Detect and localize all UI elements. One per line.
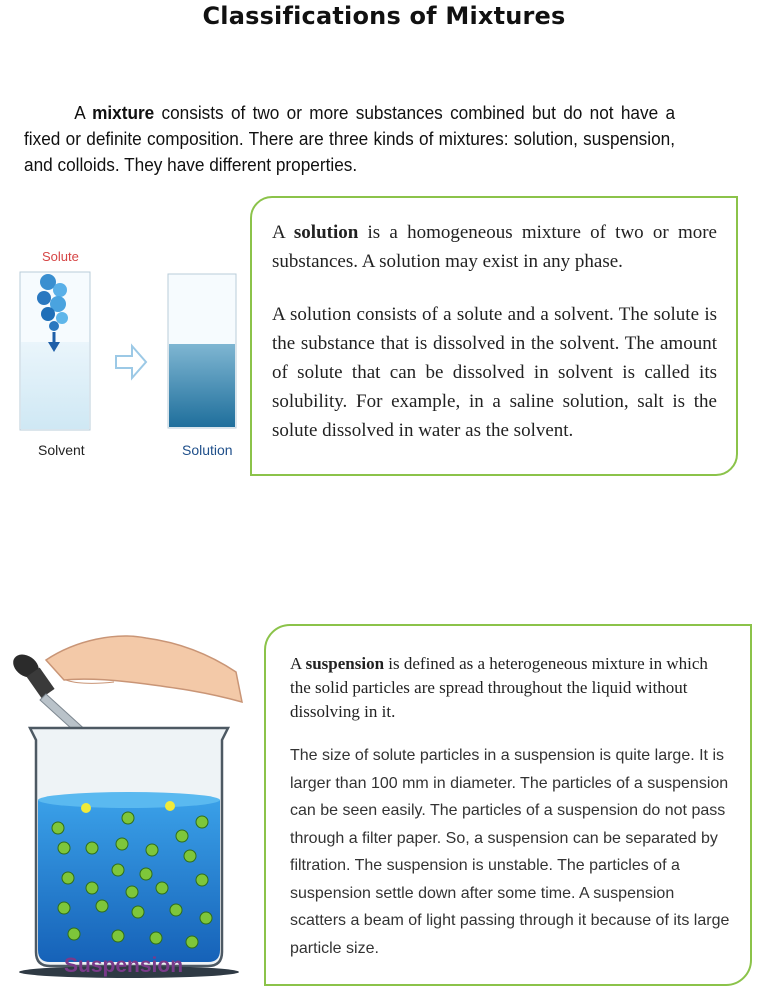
solution-definition: A solution is a homogeneous mixture of two or more substances. A solution may exist in any phase. [272,222,717,272]
intro-before: A [74,102,85,123]
hand-graphic [46,636,242,702]
solute-label: Solute [42,249,79,264]
suspension-beaker-graphic [6,622,246,986]
intro-paragraph [24,100,675,178]
solution-label: Solution [182,442,233,458]
solution-explanation: A solution consists of a solute and a solvent. The solute is the substance that is dissolved in the solvent. The amount of solute that can be dissolved in solvent is called its solubility. For example, in a saline solution, salt is the solute dissolved in water as the solvent. [272,304,717,441]
suspension-term: suspension [305,654,385,673]
suspension-explanation: The size of solute particles in a suspension is quite large. It is larger than 100 mm in diameter. The particles of a suspension can be seen easily. The particles of a suspension do not pass through a filter paper. So, a suspension can be separated by filtration. The suspension is unstable. The particles of a suspension settle down after some time. A suspension scatters a beam of light passing through it because of its large particle size. [290,747,730,957]
solution-definition-box [250,196,738,476]
arrow-right-icon [116,346,146,378]
suspension-label: Suspension [64,954,184,977]
suspension-illustration [6,622,246,986]
solution-beakers-graphic [18,246,242,462]
page-title: Classifications of Mixtures [202,2,566,30]
solution-term: solution [293,222,359,243]
suspension-definition: A suspension is defined as a heterogeneous mixture in which the solid particles are spread throughout the liquid without dissolving in it. [290,654,708,721]
solvent-label: Solvent [38,442,85,458]
solution-illustration [18,246,242,462]
intro-bold-term: mixture [92,102,155,123]
suspension-definition-box [264,624,752,986]
intro-text: consists of two or more substances combined but do not have a fixed or definite composition. There are three kinds of mixtures: solution, suspension, and colloids. They have different properties. [24,102,676,175]
